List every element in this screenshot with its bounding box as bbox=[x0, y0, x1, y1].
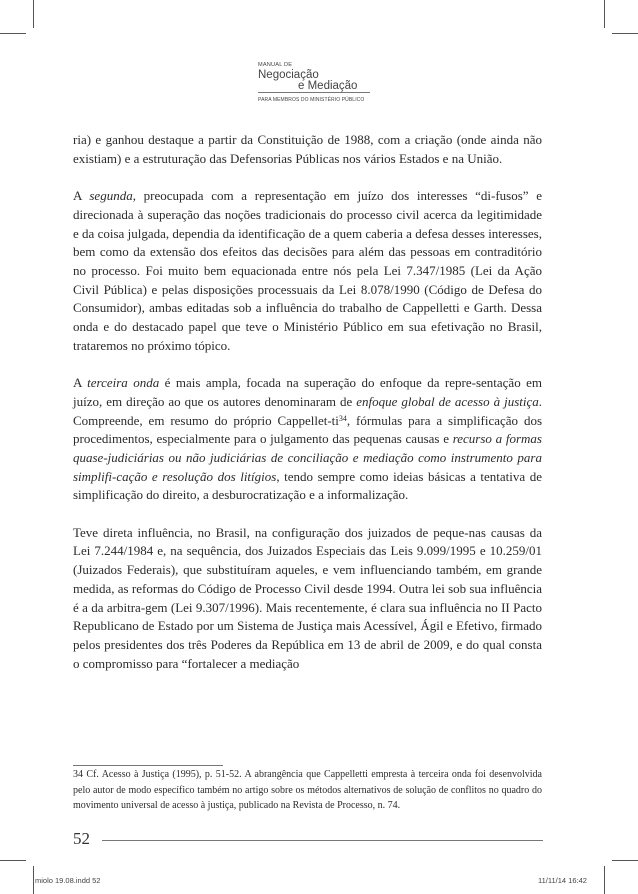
footnote-rule bbox=[73, 765, 223, 766]
paragraph-3: A terceira onda é mais ampla, focada na superação do enfoque da repre-sentação em juízo, em direção ao que os autores denominaram de enfoque global de acesso à justiça. Compreende, em resumo do próprio Cappellet-$ti^{34}$, fórmulas para a simplificação dos procedimentos, especialmente para o julgamento das pequenas causas e recurso a formas quase-judiciárias ou não judiciárias de conciliação e mediação como instrumento para simplifi-cação e resolução dos litígios, tendo sempre como ideias básicas a tentativa de simplificação do direito, a desburocratização e a informalização. bbox=[73, 375, 543, 503]
crop-mark bbox=[612, 33, 638, 34]
header-title-line2: e Mediação bbox=[298, 80, 358, 92]
crop-mark bbox=[0, 33, 26, 34]
crop-mark bbox=[612, 860, 638, 861]
header-title bbox=[258, 69, 364, 92]
running-header bbox=[258, 62, 364, 103]
body-text bbox=[73, 131, 542, 673]
emphasis: enfoque global de acesso à justiça bbox=[356, 393, 539, 409]
paragraph-1: ria) e ganhou destaque a partir da Constituição de 1988, com a criação (onde ainda não existiam) e a estruturação das Defensorias Públicas nos vários Estados e na União. bbox=[73, 132, 542, 166]
crop-mark bbox=[33, 866, 34, 894]
emphasis: recurso a formas quase-judiciárias ou não judiciárias de conciliação e mediação como instrumento para simplifi-cação e resolução dos litígios bbox=[73, 431, 542, 484]
crop-mark bbox=[604, 866, 605, 894]
crop-mark bbox=[0, 860, 26, 861]
emphasis: terceira onda bbox=[87, 375, 160, 391]
crop-mark bbox=[33, 0, 34, 28]
paragraph-2: A segunda, preocupada com a representação em juízo dos interesses “di-fusos” e direcionada à superação das noções tradicionais do processo civil acerca da legitimidade e da coisa julgada, dependia da identificação de a quem caberia a defesa desses interesses, bem como da extensão dos efeitos das decisões para além das pessoas em contraditório no processo. Foi muito bem equacionada entre nós pela Lei 7.347/1985 (Lei da Ação Civil Pública) e pelas disposições processuais da Lei 8.078/1990 (Código de Defesa do Consumidor), ambas editadas sob a influência do trabalho de Cappelletti e Garth. Dessa onda e do destacado papel que teve o Ministério Público em sua efetivação no Brasil, trataremos no próximo tópico. bbox=[73, 188, 542, 353]
paragraph-4: Teve direta influência, no Brasil, na configuração dos juizados de peque-nas causas da Lei 7.244/1984 e, na sequência, dos Juizados Especiais das Leis 9.099/1995 e 10.259/01 (Juizados Federais), que substituíram aqueles, e vem influenciando também, em grande medida, as reformas do Código de Processo Civil desde 1994. Outra lei sob sua influência é a da arbitra-gem (Lei 9.307/1996). Mais recentemente, é clara sua influência no II Pacto Republicano de Estado por um Sistema de Justiça mais Acessível, Ágil e Efetivo, firmado pelos presidentes dos três Poderes da República em 13 de abril de 2009, e do qual consta o compromisso para “fortalecer a mediação bbox=[73, 524, 542, 671]
crop-mark bbox=[604, 0, 605, 28]
header-title-line1: Negociação bbox=[258, 69, 319, 81]
footnote-reference[interactable]: 34 bbox=[338, 413, 347, 423]
header-subtitle: PARA MEMBROS DO MINISTÉRIO PÚBLICO bbox=[258, 97, 365, 103]
slug-datetime: 11/11/14 16:42 bbox=[538, 876, 587, 885]
folio-rule bbox=[102, 840, 543, 841]
header-manual-label: MANUAL DE bbox=[258, 62, 293, 68]
header-rule bbox=[258, 92, 370, 93]
emphasis: segunda bbox=[89, 188, 133, 204]
slug-file: miolo 19.08.indd 52 bbox=[35, 876, 101, 885]
page-number: 52 bbox=[73, 829, 90, 848]
footnote: 34 Cf. Acesso à Justiça (1995), p. 51-52. A abrangência que Cappelletti empresta à terceira onda foi desenvolvida pelo autor de modo específico também no artigo sobre os métodos alternativos de solução de conflitos no quadro do movimento universal de acesso à justiça, publicado na Revista de Processo, n. 74. bbox=[73, 769, 542, 812]
